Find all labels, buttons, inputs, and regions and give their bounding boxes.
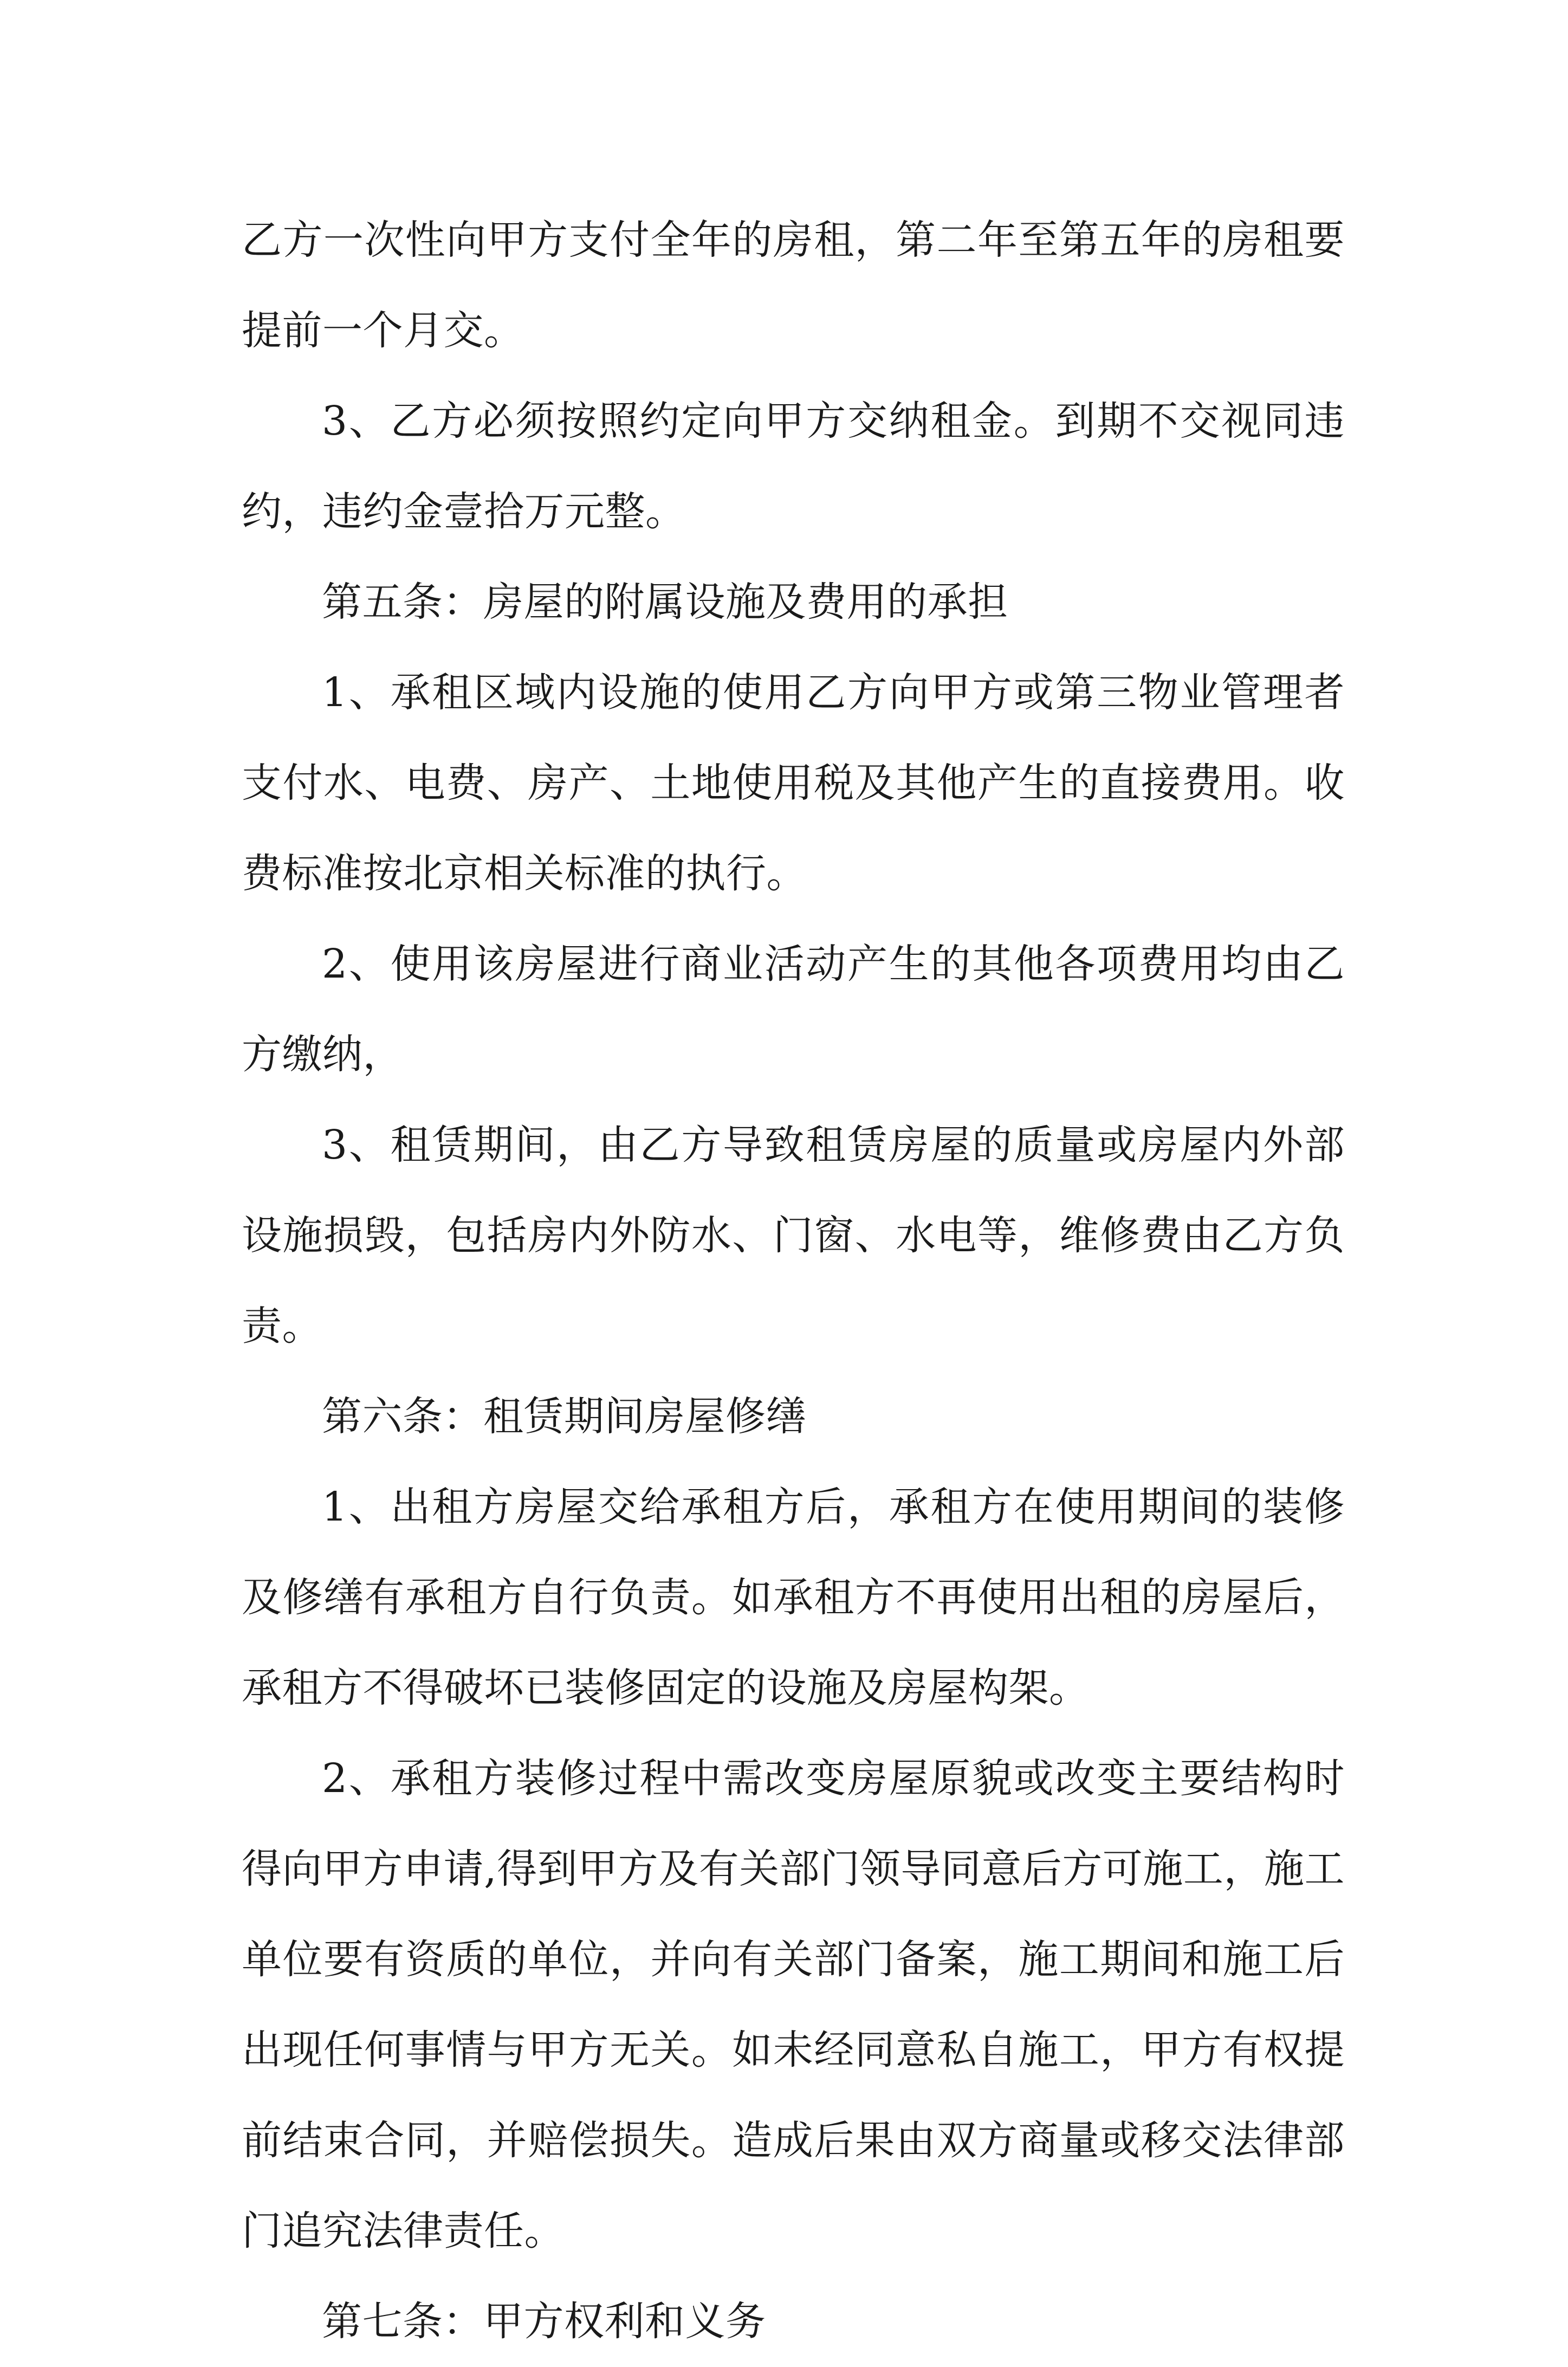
paragraph-clause-6-2: 2、承租方装修过程中需改变房屋原貌或改变主要结构时得向甲方申请,得到甲方及有关部门领导同意后方可施工，施工单位要有资质的单位，并向有关部门备案，施工期间和施工后出现任何事情与甲方无关。如未经同意私自施工，甲方有权提前结束合同，并赔偿损失。造成后果由双方商量或移交法律部门追究法律责任。 [242,1755,1345,2254]
heading-article-6: 第六条：租赁期间房屋修缮 [322,1393,806,1440]
document-body [242,195,1345,2367]
heading-article-7: 第七条：甲方权利和义务 [322,2298,766,2345]
paragraph-clause-5-1: 1、承租区域内设施的使用乙方向甲方或第三物业管理者支付水、电费、房产、土地使用税及其他产生的直接费用。收费标准按北京相关标准的执行。 [242,669,1345,897]
paragraph-clause-6-1: 1、出租方房屋交给承租方后，承租方在使用期间的装修及修缮有承租方自行负责。如承租方不再使用出租的房屋后，承租方不得破坏已装修固定的设施及房屋构架。 [242,1484,1345,1711]
paragraph-clause-5-2: 2、使用该房屋进行商业活动产生的其他各项费用均由乙方缴纳， [242,941,1345,1078]
paragraph-clause-5-3: 3、租赁期间，由乙方导致租赁房屋的质量或房屋内外部设施损毁，包括房内外防水、门窗、水电等，维修费由乙方负责。 [242,1122,1345,1349]
paragraph-clause-4-3: 3、乙方必须按照约定向甲方交纳租金。到期不交视同违约，违约金壹拾万元整。 [242,398,1345,535]
paragraph-rent-payment: 乙方一次性向甲方支付全年的房租，第二年至第五年的房租要提前一个月交。 [242,217,1345,354]
heading-article-5: 第五条：房屋的附属设施及费用的承担 [322,579,1008,625]
